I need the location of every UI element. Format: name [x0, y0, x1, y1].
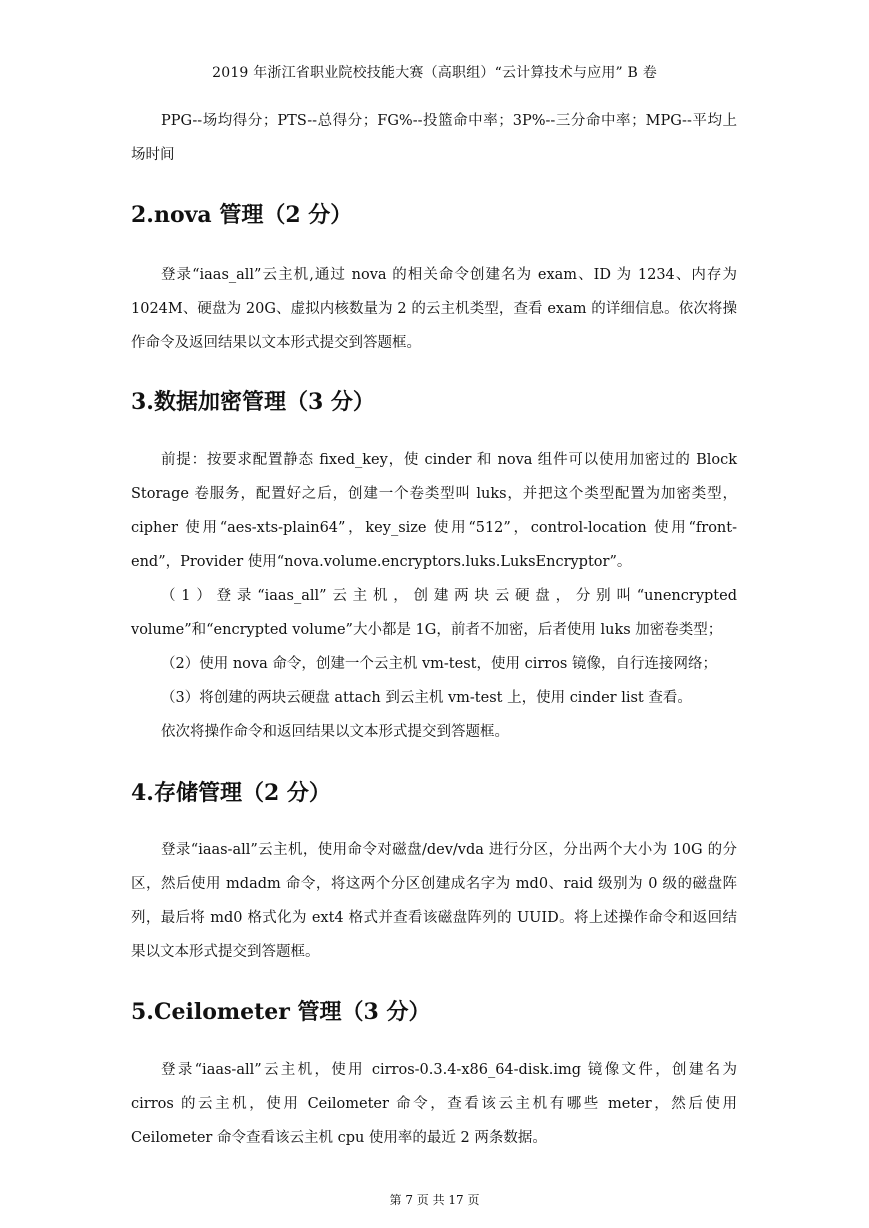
- section-3-paragraph-4: （3）将创建的两块云硬盘 attach 到云主机 vm-test 上，使用 cinder list 查看。: [161, 690, 692, 706]
- section-5-paragraph: 登录“iaas-all”云主机，使用 cirros-0.3.4-x86_64-disk.img 镜像文件，创建名为 cirros 的云主机，使用 Ceilometer 命令，查看该云主机有哪些 meter，然后使用 Ceilometer 命令查看该云主机 cpu 使用率的最近 2 两条数据。: [131, 1062, 737, 1146]
- intro-paragraph: PPG--场均得分；PTS--总得分；FG%--投篮命中率；3P%--三分命中率；MPG--平均上场时间: [131, 113, 737, 163]
- section-4-paragraph: 登录“iaas-all”云主机，使用命令对磁盘/dev/vda 进行分区，分出两个大小为 10G 的分区，然后使用 mdadm 命令，将这两个分区创建成名字为 md0、raid 级别为 0 级的磁盘阵列，最后将 md0 格式化为 ext4 格式并查看该磁盘阵列的 UUID。将上述操作命令和返回结果以文本形式提交到答题框。: [131, 842, 737, 960]
- section-3-paragraph-5: 依次将操作命令和返回结果以文本形式提交到答题框。: [161, 724, 509, 740]
- section-2-title: 2.nova 管理（2 分）: [131, 202, 353, 228]
- section-3-paragraph-3: （2）使用 nova 命令，创建一个云主机 vm-test，使用 cirros 镜像，自行连接网络；: [161, 656, 717, 672]
- page-footer: 第 7 页 共 17 页: [389, 1193, 480, 1207]
- page-header: 2019 年浙江省职业院校技能大赛（高职组）“云计算技术与应用” B 卷: [212, 65, 657, 81]
- section-4-title: 4.存储管理（2 分）: [131, 780, 331, 806]
- section-3-title: 3.数据加密管理（3 分）: [131, 389, 375, 415]
- section-3-paragraph-1: 前提：按要求配置静态 fixed_key，使 cinder 和 nova 组件可以使用加密过的 Block Storage 卷服务，配置好之后，创建一个卷类型叫 luks，并把这个类型配置为加密类型，cipher 使用“aes-xts-plain64”，key_size 使用“512”，control-location 使用“front-end”，Provider 使用“nova.volume.encryptors.luks.LuksEncryptor”。: [131, 452, 737, 570]
- section-5-title: 5.Ceilometer 管理（3 分）: [131, 999, 431, 1025]
- section-2-paragraph: 登录“iaas_all”云主机,通过 nova 的相关命令创建名为 exam、ID 为 1234、内存为 1024M、硬盘为 20G、虚拟内核数量为 2 的云主机类型，查看 exam 的详细信息。依次将操作命令及返回结果以文本形式提交到答题框。: [131, 267, 737, 351]
- section-3-paragraph-2: （1）登录“iaas_all”云主机，创建两块云硬盘，分别叫“unencrypted volume”和“encrypted volume”大小都是 1G，前者不加密，后者使用 luks 加密卷类型；: [131, 588, 737, 638]
